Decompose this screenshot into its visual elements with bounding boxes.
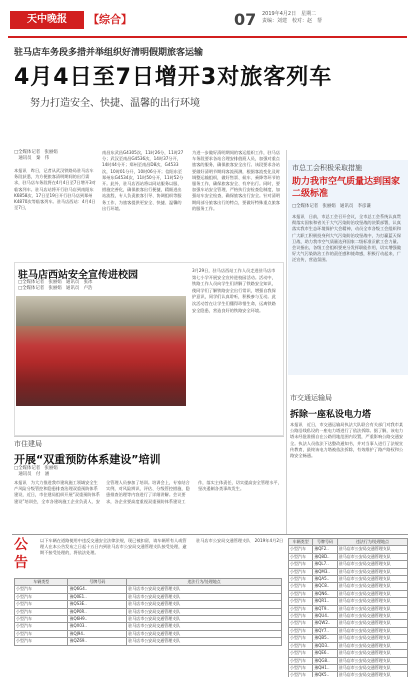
table-cell: 小型汽车 (15, 616, 68, 623)
table-cell: 驻马店市公安局交通管理支队 (337, 650, 407, 657)
table-row (289, 672, 408, 677)
table-cell: 小型汽车 (15, 630, 68, 637)
column-header: 车辆类型 (289, 539, 313, 546)
page-number: 07 (234, 10, 257, 29)
table-row (289, 546, 408, 553)
editor-line: 责编：刘建 校对：赵 帮 (262, 18, 323, 24)
byline: 通讯员 秦 伟 (14, 156, 50, 161)
traffic-kicker: 市交通运输局 (290, 394, 332, 402)
table-cell: 豫QS3E.. (68, 601, 127, 608)
table-cell: 小型汽车 (15, 601, 68, 608)
table-cell: 豫QL7.. (313, 561, 338, 568)
table-row (289, 583, 408, 590)
table-row (15, 616, 282, 623)
photo-bylines (18, 280, 92, 292)
table-cell: 豫Q0E1.. (68, 593, 127, 600)
table-cell: 驻马店市公安局交通管理支队 (337, 613, 407, 620)
table-row (15, 623, 282, 630)
table-cell: 小型汽车 (289, 664, 313, 671)
table-cell: 小型汽车 (289, 672, 313, 677)
table-cell: 豫QU4.. (313, 613, 338, 620)
table-cell: 驻马店市公安局交通管理支队 (337, 576, 407, 583)
table-cell: 小型汽车 (289, 576, 313, 583)
table-row (15, 608, 282, 615)
table-cell: 驻马店市公安局交通管理支队 (337, 583, 407, 590)
table-row (289, 561, 408, 568)
construction-headline: 开展“双重预防体系建设”培训 (14, 453, 161, 466)
lead-headline: 4月4日至7日增开3对旅客列车 (14, 65, 333, 90)
env-byline: □全媒体记者 张丽娟 通讯员 李彦谦 (292, 204, 371, 209)
column-header: 车辆类型 (15, 579, 68, 586)
env-kicker: 市总工会积极采取措施 (292, 164, 362, 172)
table-row (289, 590, 408, 597)
table-cell: 豫QX03.. (68, 623, 127, 630)
section-name: 【综合】 (88, 13, 132, 26)
table-cell: 小型汽车 (15, 623, 68, 630)
issue-date: 2019年4月2日 星期二 (262, 11, 317, 17)
table-cell: 驻马店市公安局交通管理支队 (127, 608, 282, 615)
photo-headline: 驻马店西站安全宣传进校园 (18, 270, 138, 281)
table-cell: 小型汽车 (289, 590, 313, 597)
column-header: 号牌号码 (68, 579, 127, 586)
table-cell: 豫QR1.. (313, 598, 338, 605)
table-cell: 小型汽车 (289, 650, 313, 657)
byline: □全媒体记者 张丽娟 通讯员 卢浩 (18, 286, 93, 291)
column-divider (286, 150, 287, 535)
table-row (15, 638, 282, 645)
table-cell: 豫QK5.. (313, 672, 338, 677)
table-row (289, 620, 408, 627)
table-cell: 驻马店市公安局交通管理支队 (127, 616, 282, 623)
table-cell: 驻马店市公安局交通管理支队 (337, 672, 407, 677)
table-row (15, 593, 282, 600)
table-cell: 小型汽车 (289, 613, 313, 620)
announcement-text: 以下车辆在道路使用中违反交通安全法律法规，现已被扣留，请车辆所有人或管理人在本公告发布之日起十五日内到驻马店市公安局交通管理支队接受处理，逾期不接受处理的，将依法处理。 (40, 538, 187, 556)
table-cell: 驻马店市公安局交通管理支队 (337, 568, 407, 575)
env-body: 本报讯 日前，市总工会召开会议，全市总工会系统认真贯彻落实国家和省关于大气污染防治攻坚战的决策部署，认真落实我市生态环境保护大会精神，动员全市各级工会组织和广大职工积极投身到大气污染防治攻坚战中，为打赢蓝天保卫战、助力我市空气质量达到国家二级标准贡献工会力量。会议指出，各级工会组织要充分发挥职能作用，切实增强做好大气污染防治工作的责任感和使命感，积极行动起来，广泛宣传，营造氛围。 (292, 214, 401, 263)
table-cell: 小型汽车 (289, 546, 313, 553)
table-cell: 驻马店市公安局交通管理支队 (337, 598, 407, 605)
table-cell: 豫QB5.. (313, 635, 338, 642)
photo-caption: 3月29日，驻马店西站工作人员走进驻马店市第七小学开展安全宣传进校园活动。活动中，铁路工作人员向学生们讲解了铁路安全知识，使同学们了解铁路安全出行常识，增强自我保护意识，同学们认真聆听，积极参与互动。此次活动旨在让学生们懂得珍惜生命，远离铁路安全隐患，营造良好的铁路安全环境。 (192, 268, 276, 313)
table-row (289, 664, 408, 671)
table-row (15, 601, 282, 608)
table-row (289, 598, 408, 605)
construction-body: 本报讯 为大力推进我市建筑施工领域安全生产风险分级管控和隐患排查治理双重预防体系建设，近日，市住建局组织开展“双重预防体系建设”培训会，全市各建筑施工企业负责人、安全管理人员参加了培训。培训会上，专家结合实例，对风险辨识、评估、分级管控措施、隐患排查治理等内容进行了详细讲解。会议要求，各企业要高度重视双重预防体系建设工作，落实主体责任，切实提高安全管理水平，坚决遏制各类事故发生。 (14, 480, 282, 504)
table-cell: 小型汽车 (289, 657, 313, 664)
table-cell: 小型汽车 (15, 586, 68, 593)
table-cell: 豫QT9.. (313, 605, 338, 612)
env-headline: 助力我市空气质量达到国家二级标准 (292, 177, 401, 199)
table-row (289, 635, 408, 642)
table-row (289, 627, 408, 634)
table-cell: 豫QW2.. (313, 620, 338, 627)
table-cell: 驻马店市公安局交通管理支队 (337, 664, 407, 671)
table-cell: 小型汽车 (289, 561, 313, 568)
lead-subheadline: 努力打造安全、快捷、温馨的出行环境 (30, 98, 200, 109)
table-cell: 豫QE6.. (313, 650, 338, 657)
table-cell: 驻马店市公安局交通管理支队 (127, 593, 282, 600)
table-cell: 驻马店市公安局交通管理支队 (127, 601, 282, 608)
table-cell: 小型汽车 (289, 598, 313, 605)
table-cell: 小型汽车 (289, 605, 313, 612)
table-cell: 豫QY7.. (313, 627, 338, 634)
announcement-divider (12, 534, 408, 535)
table-row (15, 586, 282, 593)
photo-backdrop (16, 296, 186, 326)
construction-kicker: 市住建局 (14, 440, 42, 448)
table-cell: 驻马店市公安局交通管理支队 (127, 630, 282, 637)
table-cell: 豫QJ94.. (68, 630, 127, 637)
column-header: 号牌号码 (313, 539, 338, 546)
table-cell: 小型汽车 (289, 620, 313, 627)
column-header: 违法行为/处理地点 (337, 539, 407, 546)
section-divider (14, 436, 284, 437)
table-cell: 驻马店市公安局交通管理支队 (127, 586, 282, 593)
byline: □全媒体记者 张丽娟 (14, 466, 58, 471)
table-row (289, 605, 408, 612)
table-row (15, 630, 282, 637)
byline: 通讯员 付 涵 (14, 472, 50, 477)
table-cell: 豫Q8D.. (313, 553, 338, 560)
table-row (289, 568, 408, 575)
byline: □全媒体记者 张丽娟 通讯员 张冰 (18, 280, 93, 285)
table-cell: 小型汽车 (15, 608, 68, 615)
header-info (262, 11, 322, 25)
table-cell: 豫Q6G4.. (68, 586, 127, 593)
byline: □全媒体记者 张丽娟 (14, 150, 58, 155)
table-cell: 豫QZ69.. (68, 638, 127, 645)
table-cell: 驻马店市公安局交通管理支队 (337, 553, 407, 560)
announcement-footer: 驻马店市公安局交通管理支队 2019年4月2日 (196, 538, 284, 543)
table-cell: 驻马店市公安局交通管理支队 (337, 635, 407, 642)
table-cell: 小型汽车 (289, 568, 313, 575)
table-cell: 小型汽车 (15, 593, 68, 600)
table-cell: 豫QF2.. (313, 546, 338, 553)
table-cell: 驻马店市公安局交通管理支队 (337, 546, 407, 553)
lead-column-3: 为进一步做好清明期间的客运组织工作，驻马店车务段要求各站合理安排值班人员，加强对重点旅客的服务，确保旅客安全出行。该段要求各站要做好清明节期间客流预测，根据客流变化及时调整运输组织，做好售票、候车、乘降等环节的服务工作，确保旅客安全、有序出行。同时，要加强车站安全管理，严格执行安检查危制度，加强站车安全检查，确保旅客出行安全。针对清明期间部分旅客出行的特点，要做好特殊重点旅客的服务工作。 (192, 150, 280, 211)
table-cell: 豫QM3.. (313, 568, 338, 575)
table-cell: 豫QG8.. (313, 657, 338, 664)
lead-column-1: 本报讯 昨日，记者从武汉铁路局驻马店车务段获悉，为方便旅客清明期间的出行需求，驻马店车务段将在4月4日至7日增开3对临客列车。驻马店站将开行驻马店到南阳东K6858次、17日至19日开行驻马店到郑州K4870次等临客列车。驻马店西站：4月4日至7日， (14, 168, 96, 211)
table-row (289, 613, 408, 620)
table-cell: 驻马店市公安局交通管理支队 (127, 638, 282, 645)
construction-bylines (14, 466, 58, 478)
table-cell: 驻马店市公安局交通管理支队 (337, 627, 407, 634)
table-cell: 小型汽车 (289, 627, 313, 634)
newspaper-logo: 天中晚报 (10, 11, 84, 29)
table-cell: 驻马店市公安局交通管理支队 (337, 642, 407, 649)
table-row (289, 576, 408, 583)
table-cell: 小型汽车 (289, 553, 313, 560)
masthead (8, 6, 407, 38)
table-cell: 驻马店市公安局交通管理支队 (337, 605, 407, 612)
table-cell: 小型汽车 (289, 635, 313, 642)
lead-kicker: 驻马店车务段多措并举组织好清明假期旅客运输 (14, 48, 204, 58)
table-cell: 驻马店市公安局交通管理支队 (127, 623, 282, 630)
table-cell: 豫QP0R.. (68, 608, 127, 615)
news-photo (16, 296, 186, 406)
table-cell: 驻马店市公安局交通管理支队 (337, 620, 407, 627)
table-cell: 驻马店市公安局交通管理支队 (337, 657, 407, 664)
table-header-row (289, 539, 408, 546)
table-header-row (15, 579, 282, 586)
traffic-headline: 拆除一座私设电力塔 (290, 410, 372, 420)
column-header: 违法行为/处理地点 (127, 579, 282, 586)
table-cell: 豫QN6.. (313, 590, 338, 597)
table-cell: 豫QC8.. (313, 583, 338, 590)
table-row (289, 642, 408, 649)
table-cell: 驻马店市公安局交通管理支队 (337, 590, 407, 597)
traffic-body: 本报讯 近日，市交通运输局执法大队联合有关部门对我市某公路沿线私设的一座电力塔进行了依法拆除。据了解，该电力塔未经批准擅自在公路用地范围内设置，严重影响公路交通安全。执法人员依法下达整改通知书，并对当事人进行了法规宣传教育，最终该电力塔被依法拆除，有效维护了路产路权和公路安全畅通。 (290, 422, 404, 459)
announcement-table-left (14, 578, 282, 646)
table-row (289, 553, 408, 560)
table-row (289, 650, 408, 657)
table-cell: 小型汽车 (15, 638, 68, 645)
table-cell: 小型汽车 (289, 583, 313, 590)
table-cell: 豫QA5.. (313, 576, 338, 583)
table-cell: 豫QH1.. (313, 664, 338, 671)
table-row (289, 657, 408, 664)
table-cell: 驻马店市公安局交通管理支队 (337, 561, 407, 568)
table-cell: 豫Q6H9.. (68, 616, 127, 623)
announcement-table-right (288, 538, 408, 677)
lead-bylines (14, 150, 96, 162)
table-cell: 小型汽车 (289, 642, 313, 649)
lead-column-2: 南昌东武昌G4305次，11时26分，11时27分；武汉至南昌G4536次，14时37分开，14时44分开；郑州至南昌D8次，G4533次，10时01分开，10时06分开；信阳东至郑州东G4534次，11时50分开，11时52分开。此外，驻马店西站将以同站服务以服、措施完善化，确保旅客出行便捷，精细进出站流程，专人负责旅客引导、协调组织等服务工作，为旅客提供更安全、快捷、温馨的出行环境。 (102, 150, 184, 211)
announcement-title: 公告 (14, 537, 28, 571)
table-cell: 豫QD3.. (313, 642, 338, 649)
